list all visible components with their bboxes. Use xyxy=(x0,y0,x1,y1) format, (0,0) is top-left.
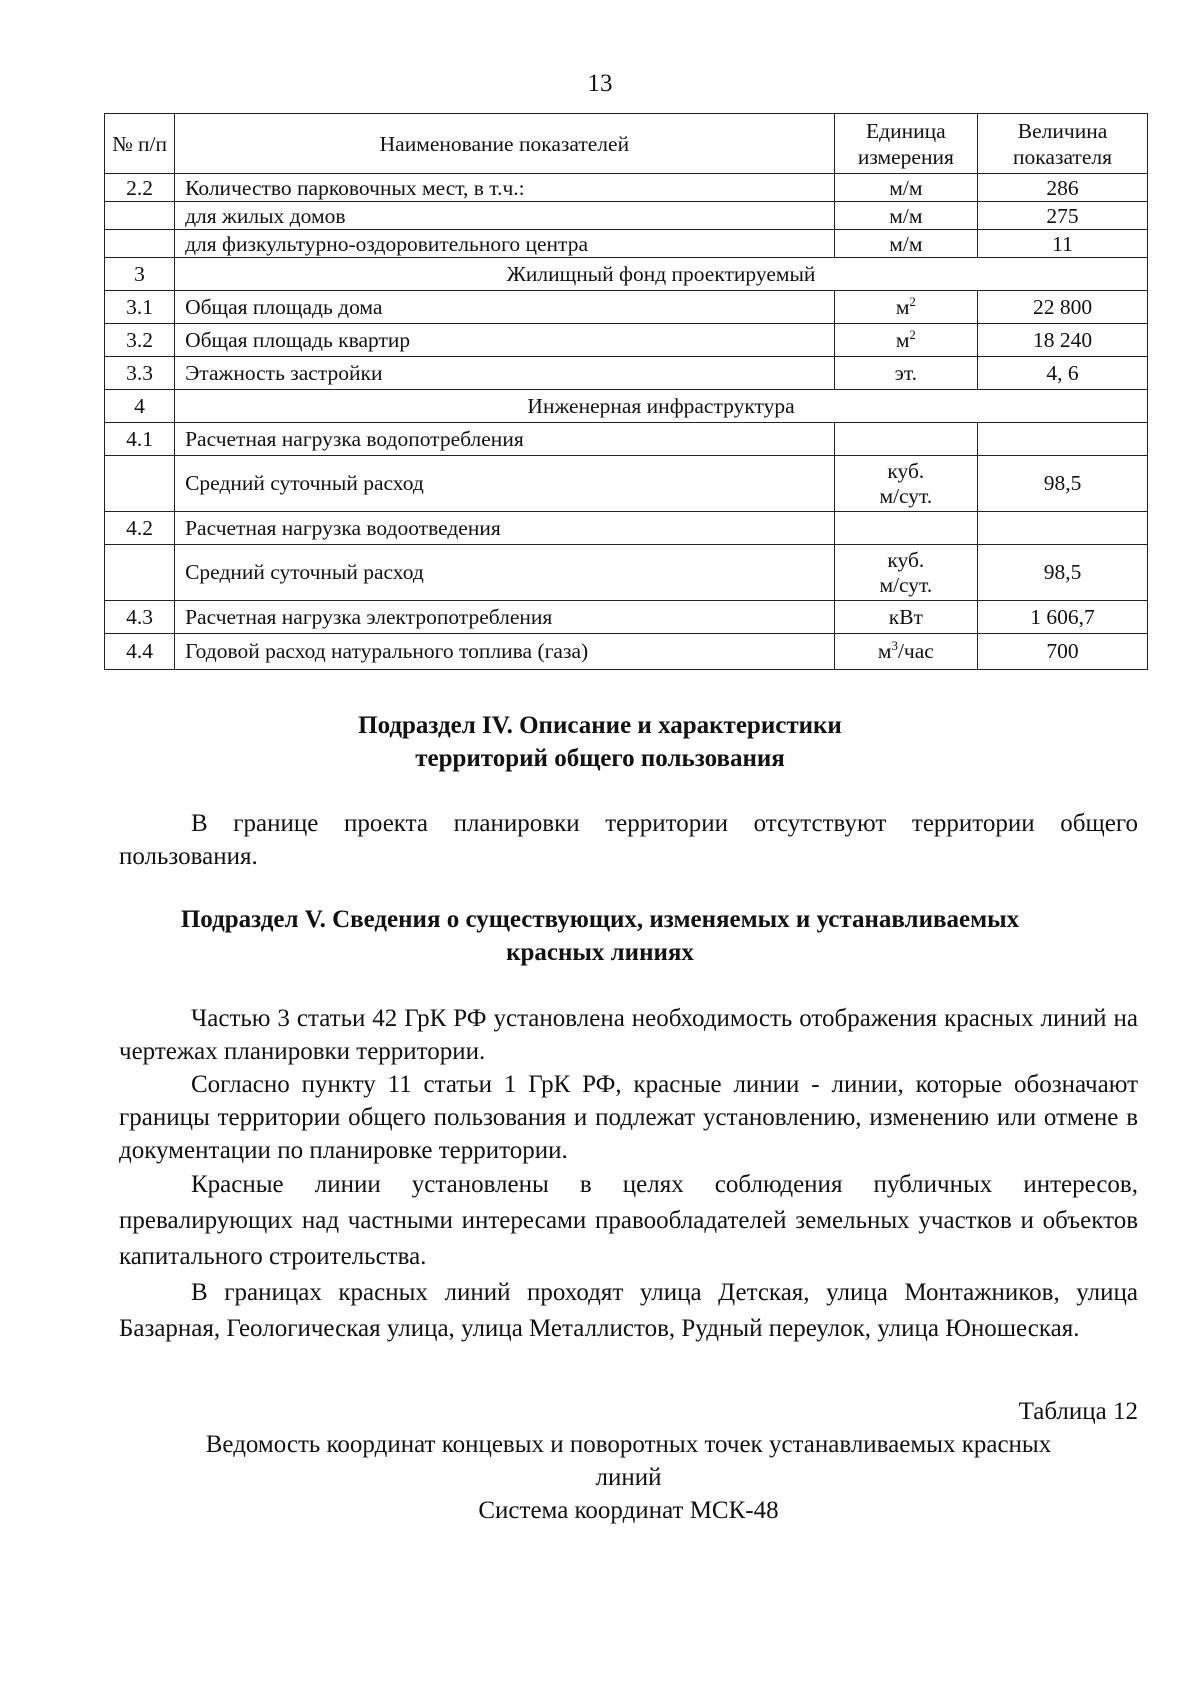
row-name: для физкультурно-оздоровительного центра xyxy=(175,230,835,258)
row-num: 3.2 xyxy=(105,324,175,357)
row-unit: м/м xyxy=(834,174,977,202)
row-name: для жилых домов xyxy=(175,202,835,230)
section4-paragraph: В границе проекта планировки территории отсутствуют территории общего пользования. xyxy=(119,810,1138,870)
section5-paragraph-4: В границах красных линий проходят улица Детская, улица Монтажников, улица Базарная, Геологическая улица, улица Металлистов, Рудный переулок, улица Юношеская. xyxy=(119,1279,1138,1342)
indicators-table xyxy=(104,113,1148,670)
row-unit xyxy=(834,423,977,456)
section4-title-line1: Подраздел IV. Описание и характеристики xyxy=(358,712,842,739)
unit-base: м xyxy=(895,327,910,352)
row-name: Средний суточный расход xyxy=(175,545,835,601)
table-row xyxy=(105,324,1148,357)
row-unit xyxy=(834,545,977,601)
row-unit xyxy=(834,291,977,324)
row-num xyxy=(105,545,175,601)
row-name: Годовой расход натурального топлива (газа) xyxy=(175,634,835,670)
unit-sup: 2 xyxy=(909,327,916,342)
table12-label: Таблица 12 xyxy=(1018,1398,1138,1425)
table-row xyxy=(105,291,1148,324)
table-row xyxy=(105,357,1148,390)
unit-line1: куб. xyxy=(887,458,925,483)
row-num xyxy=(105,230,175,258)
section5-paragraph-3: Красные линии установлены в целях соблюдения публичных интересов, превалирующих над частными интересами правообладателей земельных участков и объектов капитального строительства. xyxy=(119,1171,1138,1270)
row-num: 4.3 xyxy=(105,601,175,634)
table12-caption-line1: Ведомость координат концевых и поворотных точек устанавливаемых красных xyxy=(205,1431,1052,1458)
row-value: 11 xyxy=(978,230,1148,258)
table-row xyxy=(105,601,1148,634)
section5-title-line2: красных линиях xyxy=(506,939,694,966)
table-row xyxy=(105,634,1148,670)
header-unit: Единица измерения xyxy=(834,114,977,174)
row-num xyxy=(105,202,175,230)
table-row xyxy=(105,456,1148,512)
row-value: 275 xyxy=(978,202,1148,230)
row-name: Средний суточный расход xyxy=(175,456,835,512)
row-name: Общая площадь квартир xyxy=(175,324,835,357)
row-value: 98,5 xyxy=(978,545,1148,601)
row-num xyxy=(105,456,175,512)
header-name: Наименование показателей xyxy=(175,114,835,174)
unit-sup: 3 xyxy=(891,638,898,653)
row-unit: кВт xyxy=(834,601,977,634)
row-value: 18 240 xyxy=(978,324,1148,357)
row-name: Расчетная нагрузка водоотведения xyxy=(175,512,835,545)
row-value xyxy=(978,423,1148,456)
row-num: 4 xyxy=(105,390,175,423)
unit-base: м xyxy=(895,294,910,319)
row-unit xyxy=(834,324,977,357)
row-num: 4.2 xyxy=(105,512,175,545)
row-num: 3.3 xyxy=(105,357,175,390)
row-name: Расчетная нагрузка водопотребления xyxy=(175,423,835,456)
table-row xyxy=(105,202,1148,230)
page-number: 13 xyxy=(587,70,613,97)
table-section-row xyxy=(105,258,1148,291)
section-title: Жилищный фонд проектируемый xyxy=(175,258,1148,291)
row-value xyxy=(978,512,1148,545)
table-row xyxy=(105,174,1148,202)
unit-rest: /час xyxy=(897,639,934,663)
row-name: Этажность застройки xyxy=(175,357,835,390)
row-num: 4.1 xyxy=(105,423,175,456)
unit-line2: м/сут. xyxy=(879,483,933,508)
row-unit xyxy=(834,512,977,545)
table12-caption xyxy=(119,1428,1138,1527)
section5-title-line1: Подраздел V. Сведения о существующих, изменяемых и устанавливаемых xyxy=(180,906,1020,933)
row-value: 700 xyxy=(978,634,1148,670)
row-num: 3 xyxy=(105,258,175,291)
row-num: 2.2 xyxy=(105,174,175,202)
table-header-row xyxy=(105,114,1148,174)
section-title: Инженерная инфраструктура xyxy=(175,390,1148,423)
row-unit: эт. xyxy=(834,357,977,390)
table12-caption-line2: линий xyxy=(595,1464,662,1491)
header-num: № п/п xyxy=(105,114,175,174)
table-row xyxy=(105,545,1148,601)
row-unit xyxy=(834,634,977,670)
unit-line2: м/сут. xyxy=(879,572,933,597)
row-num: 4.4 xyxy=(105,634,175,670)
section5-title xyxy=(0,903,1200,969)
row-unit xyxy=(834,456,977,512)
unit-line1: куб. xyxy=(887,547,925,572)
table-row xyxy=(105,512,1148,545)
unit-sup: 2 xyxy=(909,294,916,309)
row-value: 286 xyxy=(978,174,1148,202)
table12-caption-line3: Система координат МСК-48 xyxy=(478,1497,779,1524)
section5-paragraph-1: Частью 3 статьи 42 ГрК РФ установлена необходимость отображения красных линий на чертежах планировки территории. xyxy=(119,1005,1138,1065)
unit-base: м xyxy=(877,639,892,663)
row-unit: м/м xyxy=(834,230,977,258)
table-section-row xyxy=(105,390,1148,423)
section4-title xyxy=(0,709,1200,775)
table-row xyxy=(105,230,1148,258)
table-row xyxy=(105,423,1148,456)
row-num: 3.1 xyxy=(105,291,175,324)
row-value: 1 606,7 xyxy=(978,601,1148,634)
row-value: 98,5 xyxy=(978,456,1148,512)
section5-paragraph-2: Согласно пункту 11 статьи 1 ГрК РФ, красные линии - линии, которые обозначают границы территории общего пользования и подлежат установлению, изменению или отмене в документации по планировке территории. xyxy=(119,1071,1138,1164)
section4-title-line2: территорий общего пользования xyxy=(415,745,785,772)
row-value: 4, 6 xyxy=(978,357,1148,390)
row-name: Расчетная нагрузка электропотребления xyxy=(175,601,835,634)
row-name: Количество парковочных мест, в т.ч.: xyxy=(175,174,835,202)
row-unit: м/м xyxy=(834,202,977,230)
row-name: Общая площадь дома xyxy=(175,291,835,324)
header-value: Величина показателя xyxy=(978,114,1148,174)
row-value: 22 800 xyxy=(978,291,1148,324)
